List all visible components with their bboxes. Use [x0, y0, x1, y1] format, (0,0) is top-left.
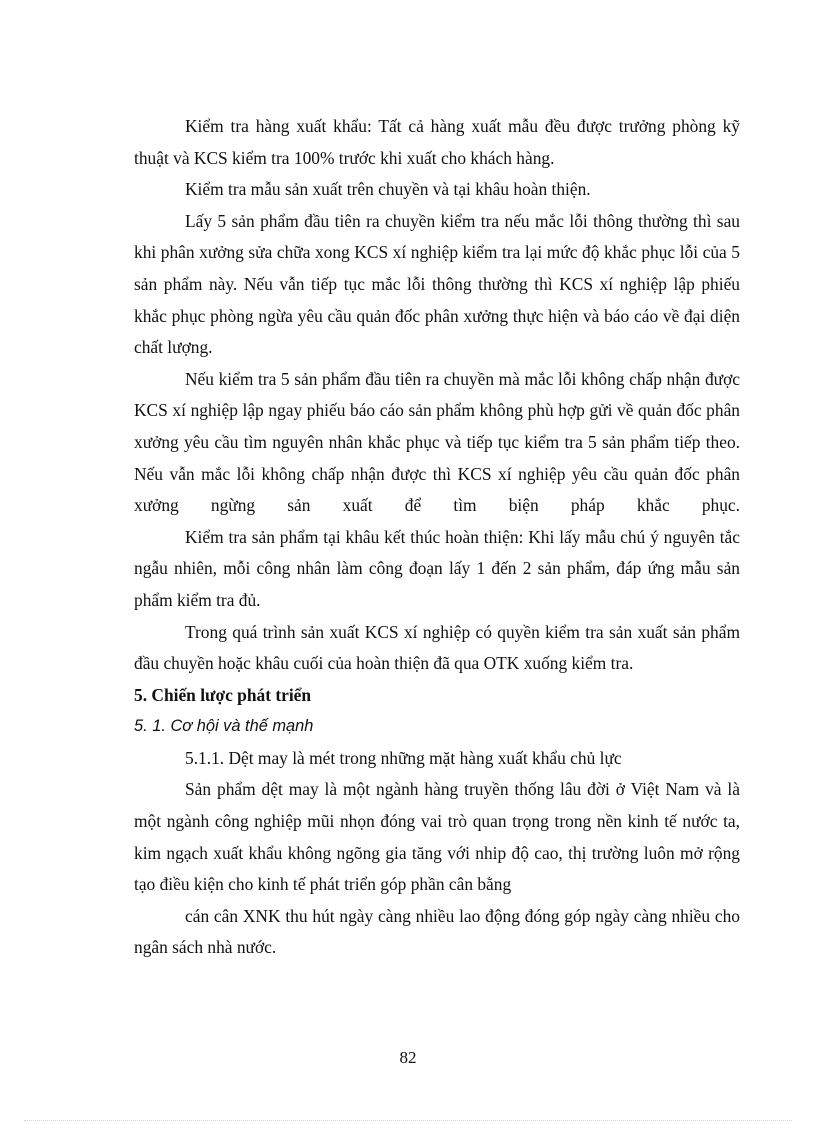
page-edge-divider — [24, 1120, 792, 1121]
subsubsection-heading: 5.1.1. Dệt may là mét trong những mặt hàng xuất khẩu chủ lực — [185, 747, 622, 768]
paragraph-kcs-rights: Trong quá trình sản xuất KCS xí nghiệp có quyền kiểm tra sản xuất sản phẩm đầu chuyền hoặc khâu cuối của hoàn thiện đã qua OTK xuống kiểm tra. — [134, 621, 740, 674]
paragraph-trade-balance: cán cân XNK thu hút ngày càng nhiều lao động đóng góp ngày càng nhiều cho ngân sách nhà nước. — [134, 905, 740, 958]
subsection-heading: 5. 1. Cơ hội và thế mạnh — [134, 717, 314, 736]
page-body — [134, 111, 740, 964]
section-heading: 5. Chiến lược phát triển — [134, 684, 312, 705]
paragraph-textile-industry: Sản phẩm dệt may là một ngành hàng truyền thống lâu đời ở Việt Nam và là một ngành công nghiệp mũi nhọn đóng vai trò quan trọng trong nền kinh tế nước ta, kim ngạch xuất khẩu không ngõng gia tăng với nhip độ cao, thị trường luôn mở rộng tạo điều kiện cho kinh tế phát triển góp phần cân bằng — [134, 779, 740, 895]
paragraph-sample-inspection: Kiểm tra mẫu sản xuất trên chuyền và tại khâu hoàn thiện. — [185, 179, 591, 200]
page-number: 82 — [399, 1048, 417, 1067]
paragraph-final-inspection: Kiểm tra sản phẩm tại khâu kết thúc hoàn thiện: Khi lấy mẫu chú ý nguyên tắc ngẫu nhiên, mỗi công nhân làm công đoạn lấy 1 đến 2 sản phẩm, đáp ứng mẫu sản phẩm kiểm tra đủ. — [134, 526, 740, 610]
paragraph-export-inspection: Kiểm tra hàng xuất khẩu: Tất cả hàng xuất mẫu đều được trưởng phòng kỹ thuật và KCS kiểm tra 100% trước khi xuất cho khách hàng. — [134, 116, 740, 168]
paragraph-unacceptable-defects: Nếu kiểm tra 5 sản phẩm đầu tiên ra chuyền mà mắc lỗi không chấp nhận được KCS xí nghiệp lập ngay phiếu báo cáo sản phẩm không phù hợp gửi về quản đốc phân xưởng yêu cầu tìm nguyên nhân khắc phục và tiếp tục kiểm tra 5 sản phẩm tiếp theo. Nếu vẫn mắc lỗi không chấp nhận được thì KCS xí nghiệp yêu cầu quản đốc phân xưởng ngừng sản xuất để tìm biện pháp khắc phục. — [134, 368, 740, 516]
paragraph-first-five-products: Lấy 5 sản phẩm đầu tiên ra chuyền kiểm tra nếu mắc lỗi thông thường thì sau khi phân xưởng sửa chữa xong KCS xí nghiệp kiểm tra lại mức độ khắc phục lỗi của 5 sản phẩm này. Nếu vẫn tiếp tục mắc lỗi thông thường thì KCS xí nghiệp lập phiếu khắc phục phòng ngừa yêu cầu quản đốc phân xưởng thực hiện và báo cáo về đại diện chất lượng. — [134, 210, 740, 358]
